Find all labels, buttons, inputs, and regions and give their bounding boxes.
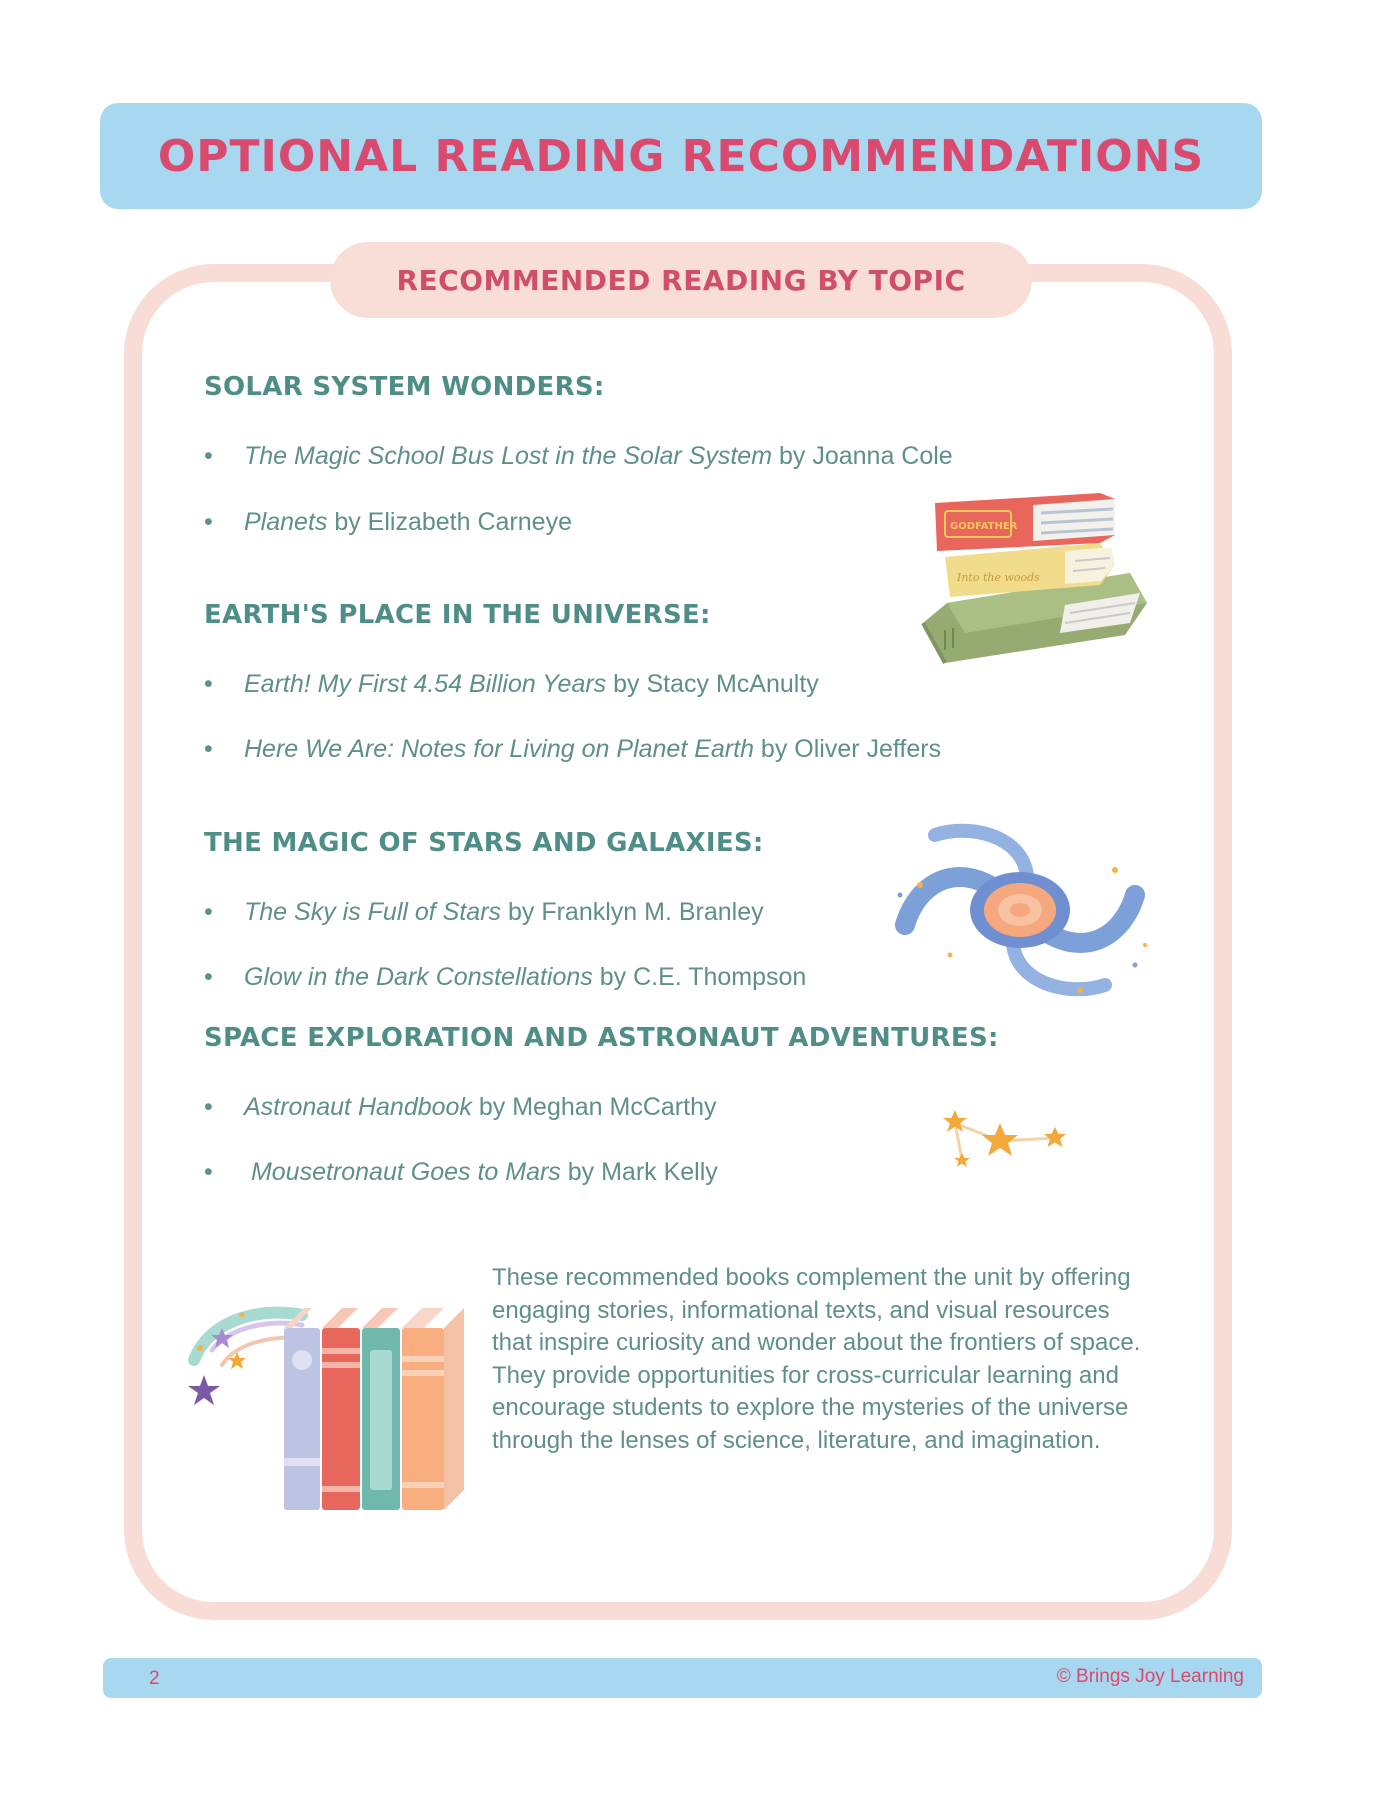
footer-bar	[103, 1658, 1262, 1698]
books-shooting-stars-icon	[182, 1290, 472, 1520]
book-author: by C.E. Thompson	[592, 963, 807, 991]
page-number: 2	[149, 1668, 160, 1689]
book-item	[204, 508, 572, 537]
section-heading-stars-galaxies: THE MAGIC OF STARS AND GALAXIES:	[204, 828, 764, 858]
book-item	[204, 1158, 718, 1187]
book-title: Astronaut Handbook	[244, 1093, 472, 1121]
book-author: by Oliver Jeffers	[753, 735, 942, 763]
section-heading-solar-system: SOLAR SYSTEM WONDERS:	[204, 372, 605, 402]
book-author: by Stacy McAnulty	[606, 670, 819, 698]
book-author: by Meghan McCarthy	[471, 1093, 717, 1121]
bullet: •	[204, 508, 213, 536]
book-item	[204, 898, 764, 927]
card-subtitle: RECOMMENDED READING BY TOPIC	[396, 263, 966, 297]
book-item	[204, 735, 941, 764]
book-spine-label: GODFATHER	[950, 521, 1018, 532]
book-title: The Sky is Full of Stars	[244, 898, 502, 926]
book-author: by Joanna Cole	[772, 442, 953, 470]
book-title: Glow in the Dark Constellations	[244, 963, 593, 991]
bullet: •	[204, 898, 213, 926]
book-spine-label: Into the woods	[957, 571, 1040, 584]
book-title: Here We Are: Notes for Living on Planet Earth	[244, 735, 754, 763]
title-banner	[100, 103, 1262, 209]
bullet: •	[204, 1093, 213, 1121]
book-title: Planets	[244, 508, 328, 536]
summary-paragraph: These recommended books complement the unit by offering engaging stories, informational texts, and visual resources that inspire curiosity and wonder about the frontiers of space. They provide opportunities for cross-curricular learning and encourage students to explore the mysteries of the universe through the lenses of science, literature, and imagination.	[492, 1264, 1141, 1454]
book-item	[204, 963, 806, 992]
bullet: •	[204, 735, 213, 763]
book-title: Mousetronaut Goes to Mars	[244, 1158, 561, 1186]
bullet: •	[204, 963, 213, 991]
bullet: •	[204, 670, 213, 698]
constellation-icon	[940, 1105, 1090, 1180]
bullet: •	[204, 442, 213, 470]
book-item	[204, 670, 819, 699]
book-author: by Franklyn M. Branley	[501, 898, 764, 926]
galaxy-icon	[880, 815, 1160, 1010]
subtitle-pill	[330, 242, 1032, 318]
book-item	[204, 1093, 716, 1122]
page-title: OPTIONAL READING RECOMMENDATIONS	[157, 130, 1205, 182]
bullet: •	[204, 1158, 213, 1186]
copyright-text: © Brings Joy Learning	[1056, 1666, 1244, 1687]
book-title: The Magic School Bus Lost in the Solar System	[244, 442, 773, 470]
book-author: by Elizabeth Carneye	[327, 508, 572, 536]
section-heading-space-exploration: SPACE EXPLORATION AND ASTRONAUT ADVENTURES:	[204, 1023, 999, 1053]
section-heading-earths-place: EARTH'S PLACE IN THE UNIVERSE:	[204, 600, 711, 630]
book-author: by Mark Kelly	[560, 1158, 718, 1186]
book-stack-icon	[915, 485, 1155, 675]
book-title: Earth! My First 4.54 Billion Years	[244, 670, 607, 698]
book-item	[204, 442, 953, 471]
